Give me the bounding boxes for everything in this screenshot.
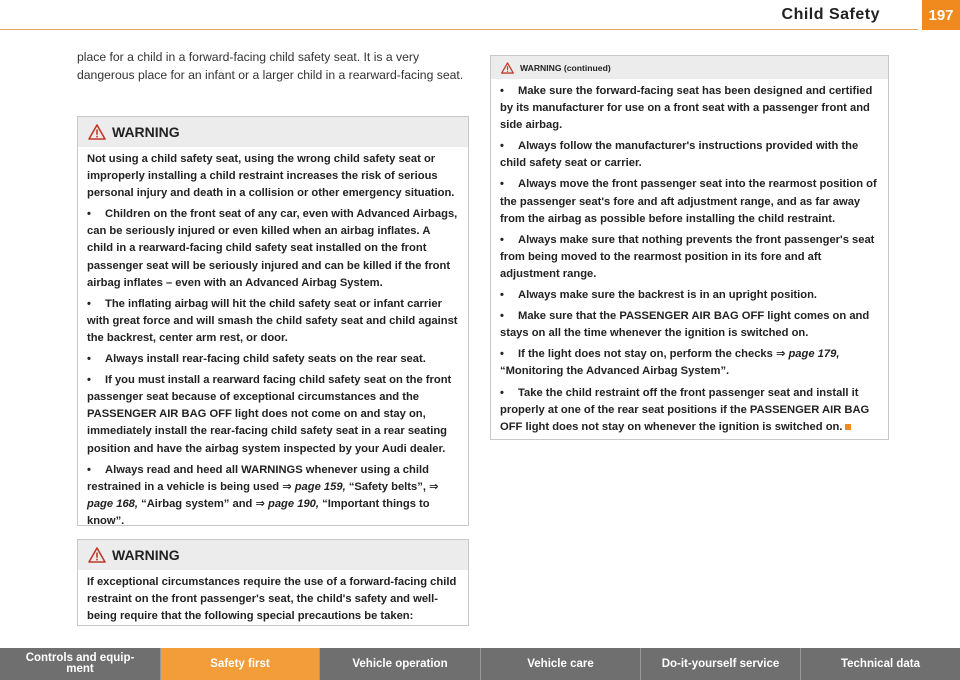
warning-triangle-icon [501, 62, 514, 74]
warning-bullet [87, 206, 459, 291]
page-reference-link[interactable]: ⇒ page 168, [87, 480, 439, 510]
warning-header [78, 117, 468, 147]
nav-tab-vehicle-operation[interactable] [320, 648, 481, 680]
bullet-icon: • [500, 140, 504, 153]
warning-triangle-icon [88, 547, 106, 563]
bullet-icon: • [87, 353, 91, 366]
bullet-icon: • [87, 208, 91, 221]
bullet-text: Children on the front seat of any car, even with Advanced Airbags, can be seriously injured or even killed when an airbag inflates. A child in a rearward-facing child safety seat installed on the front passenger seat will be seriously injured and can be killed if the front airbag inflates – even with an Advanced Airbag System. [87, 208, 458, 289]
warning-header [78, 540, 468, 570]
nav-tab-label: Vehicle care [527, 657, 594, 670]
warning-bullet [87, 296, 459, 347]
bullet-icon: • [500, 310, 504, 323]
warning-bullet [500, 287, 879, 304]
bullet-icon: • [500, 178, 504, 191]
page-reference-link[interactable]: ⇒ page 179, [775, 348, 840, 361]
bullet-text: “Important things to know”. [87, 497, 430, 527]
warning-bullet [500, 385, 879, 436]
warning-bullet [500, 346, 879, 380]
warning-box-1 [77, 116, 469, 526]
chapter-nav-bar [0, 648, 960, 680]
bullet-icon: • [500, 289, 504, 302]
bullet-text: If the light does not stay on, perform the checks [518, 348, 776, 361]
warning-bullet [500, 232, 879, 283]
nav-tab-label: Vehicle operation [352, 657, 448, 670]
bullet-text: Always follow the manufacturer's instructions provided with the child safety seat or carrier. [500, 140, 859, 170]
intro-paragraph: place for a child in a forward-facing child safety seat. It is a very dangerous place for an infant or a larger child in a rearward-facing seat. [77, 50, 464, 82]
bullet-icon: • [87, 374, 91, 387]
bullet-icon: • [500, 348, 504, 361]
warning-body [491, 79, 888, 446]
nav-tab-controls[interactable] [0, 648, 161, 680]
nav-tab-label: Controls and equip- ment [25, 652, 135, 675]
bullet-text: Make sure the forward-facing seat has been designed and certified by its manufacturer for use on a front seat with a passenger front and side airbag. [500, 85, 873, 132]
page-reference-link[interactable]: ⇒ page 159, [282, 480, 346, 493]
bullet-icon: • [87, 297, 91, 310]
warning-paragraph: If exceptional circumstances require the use of a forward-facing child restraint on the front passenger's seat, the child's safety and well-being require that the following special precautions be taken: [87, 576, 457, 623]
warning-label: WARNING [112, 124, 180, 140]
bullet-text: “Monitoring the Advanced Airbag System”. [500, 365, 730, 378]
warning-bullet [87, 372, 459, 457]
warning-bullet [500, 138, 879, 172]
warning-box-2 [77, 539, 469, 626]
warning-paragraph: Not using a child safety seat, using the wrong child safety seat or improperly installing a child restraint increases the risk of serious personal injury and death in a collision or other emergency situation. [87, 153, 455, 200]
end-of-section-marker [845, 424, 851, 430]
nav-tab-diy-service[interactable] [641, 648, 801, 680]
bullet-icon: • [500, 85, 504, 97]
bullet-text: The inflating airbag will hit the child safety seat or infant carrier with great force and will smash the child safety seat and child against the backrest, center arm rest, or door. [87, 297, 458, 344]
bullet-text: If you must install a rearward facing child safety seat on the front passenger seat because of exceptional circumstances and the PASSENGER AIR BAG OFF light does not come on and stay on, immediately install the rear-facing child safety seat in a rear seating position and have the airbag system inspected by your Audi dealer. [87, 374, 452, 455]
page-reference-link[interactable]: ⇒ page 190, [255, 497, 319, 510]
bullet-icon: • [500, 386, 504, 399]
nav-tab-vehicle-care[interactable] [481, 648, 641, 680]
warning-bullet [500, 308, 879, 342]
bullet-icon: • [87, 463, 91, 476]
warning-body [78, 147, 468, 540]
nav-tab-label: Do-it-yourself service [661, 657, 780, 670]
nav-tab-safety-first[interactable] [161, 648, 320, 680]
warning-bullet [87, 351, 459, 368]
bullet-text: Always move the front passenger seat into the rearmost position of the passenger seat's fore and aft adjustment range, and as far away from the airbag as possible before installing the child restraint. [500, 178, 877, 225]
warning-triangle-icon [88, 124, 106, 140]
header-divider [0, 29, 918, 30]
nav-tab-technical-data[interactable] [801, 648, 960, 680]
section-title: Child Safety [781, 6, 880, 23]
bullet-text: Always make sure that nothing prevents the front passenger's seat from being moved to the rearmost position in its fore and aft adjustment range. [500, 233, 875, 280]
warning-bullet [500, 176, 879, 227]
bullet-text: “Safety belts”, [345, 480, 430, 493]
warning-bullet [500, 83, 879, 134]
warning-label: WARNING [112, 547, 180, 563]
bullet-text: Make sure that the PASSENGER AIR BAG OFF light comes on and stays on all the time whenever the ignition is switched on. [500, 310, 870, 340]
warning-box-continued [490, 55, 889, 440]
bullet-text: Always install rear-facing child safety seats on the rear seat. [105, 353, 426, 366]
page-number: 197 [922, 0, 960, 30]
warning-body [78, 570, 468, 635]
warning-header [491, 56, 888, 79]
warning-bullet [87, 462, 459, 530]
nav-tab-label: Safety first [210, 657, 270, 670]
bullet-icon: • [500, 233, 504, 246]
bullet-text: Always make sure the backrest is in an upright position. [518, 289, 818, 302]
bullet-text: Take the child restraint off the front passenger seat and install it properly at one of the rear seat positions if the PASSENGER AIR BAG OFF light does not stay on whenever the ignition is switched on. [500, 386, 870, 433]
bullet-text: “Airbag system” and [138, 497, 256, 510]
bullet-text: Always read and heed all WARNINGS whenever using a child restrained in a vehicle is being used [87, 463, 429, 493]
warning-label: WARNING (continued) [520, 62, 611, 73]
nav-tab-label: Technical data [840, 657, 921, 670]
